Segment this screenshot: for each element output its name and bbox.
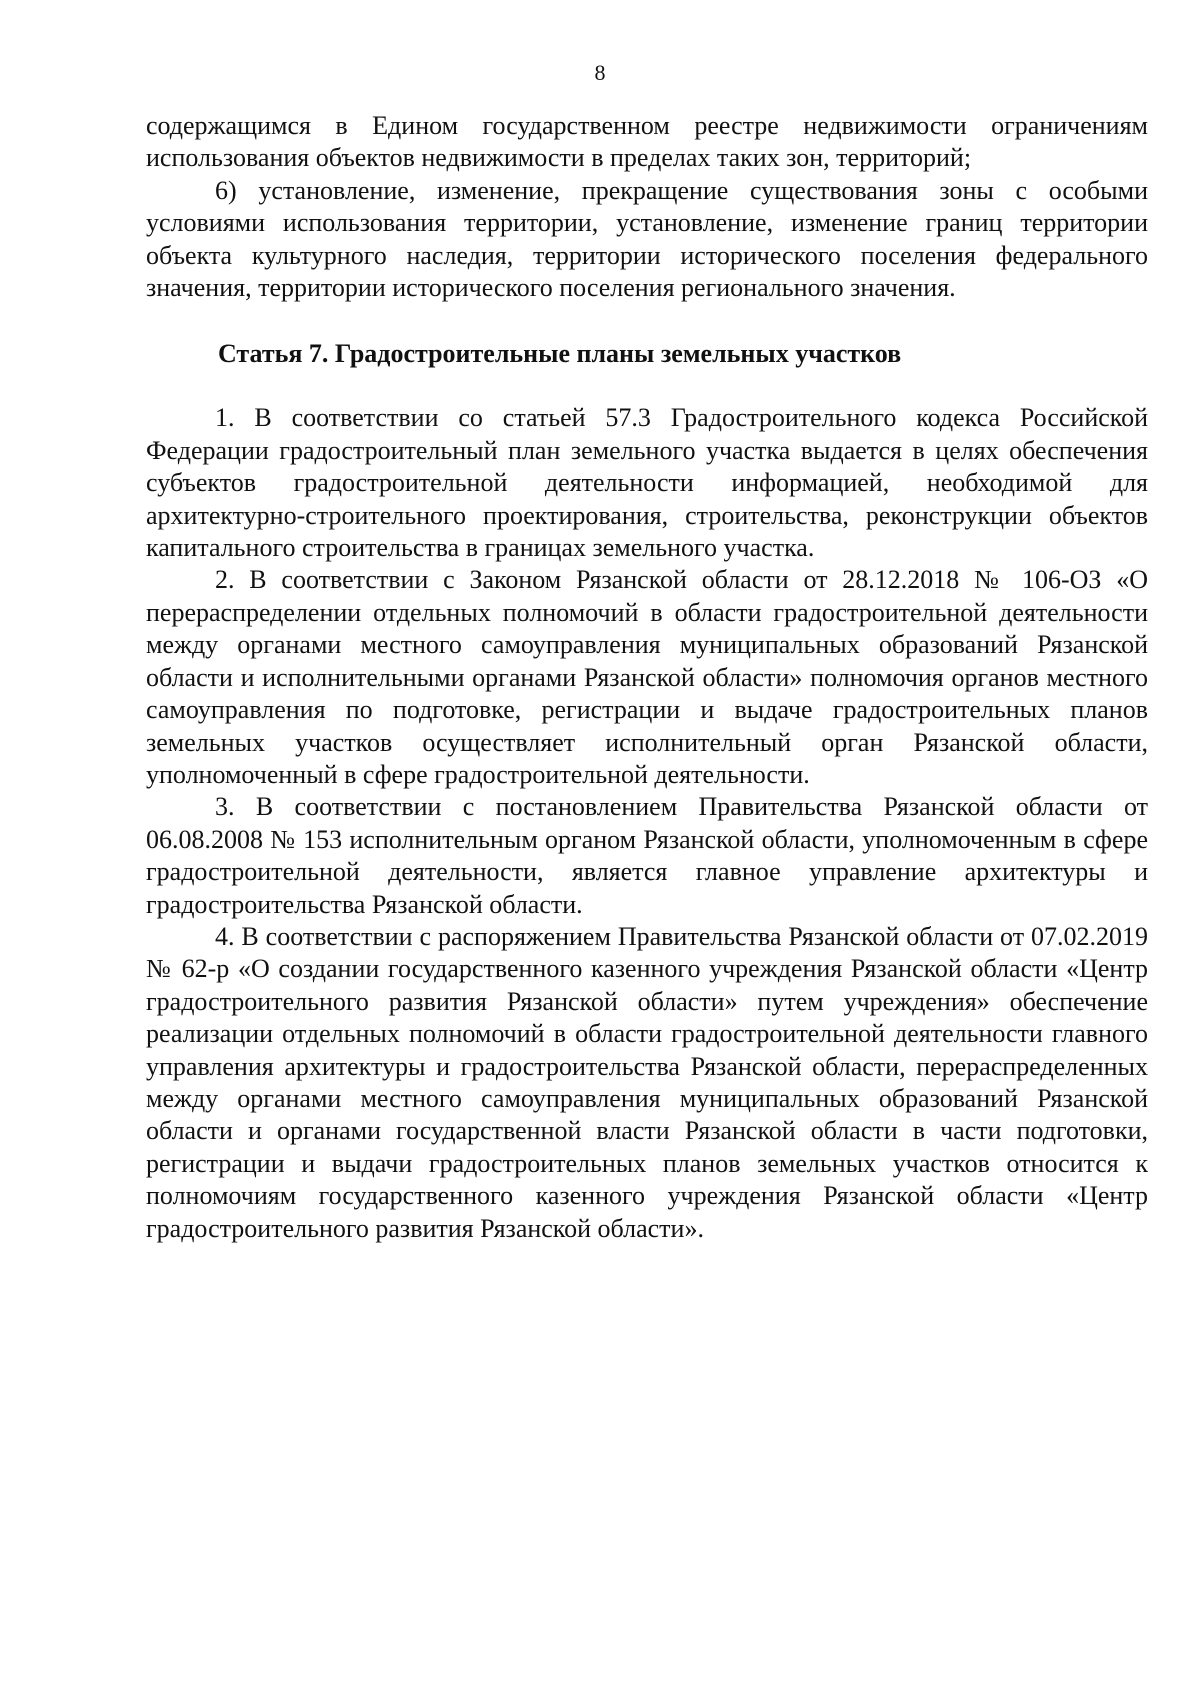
paragraph-continuation: содержащимся в Едином государственном реестре недвижимости ограничениям использования объектов недвижимости в пределах таких зон, территорий; (146, 111, 1148, 173)
article-heading: Статья 7. Градостроительные планы земельных участков (218, 339, 902, 369)
paragraph-clause-3: 3. В соответствии с постановлением Правительства Рязанской области от 06.08.2008 № 153 исполнительным органом Рязанской области, уполномоченным в сфере градостроительной деятельности, является главное управление архитектуры и градостроительства Рязанской области. (146, 792, 1148, 919)
paragraph-item-6: 6) установление, изменение, прекращение существования зоны с особыми условиями использования территории, установление, изменение границ территории объекта культурного наследия, территории исторического поселения федерального значения, территории исторического поселения регионального значения. (146, 175, 1148, 303)
paragraph-clause-4: 4. В соответствии с распоряжением Правительства Рязанской области от 07.02.2019 № 62-р «О создании государственного казенного учреждения Рязанской области «Центр градостроительного развития Рязанской области» путем учреждения» обеспечение реализации отдельных полномочий в области градостроительной деятельности главного управления архитектуры и градостроительства Рязанской области, перераспределенных между органами местного самоуправления муниципальных образований Рязанской области и органами государственной власти Рязанской области в части подготовки, регистрации и выдачи градостроительных планов земельных участков относится к полномочиям государственного казенного учреждения Рязанской области «Центр градостроительного развития Рязанской области». (146, 921, 1148, 1243)
page-number: 8 (594, 60, 606, 85)
paragraph-clause-1: 1. В соответствии со статьей 57.3 Градостроительного кодекса Российской Федерации градостроительный план земельного участка выдается в целях обеспечения субъектов градостроительной деятельности информацией, необходимой для архитектурно-строительного проектирования, строительства, реконструкции объектов капитального строительства в границах земельного участка. (146, 403, 1148, 563)
paragraph-clause-2: 2. В соответствии с Законом Рязанской области от 28.12.2018 № 106-ОЗ «О перераспределении отдельных полномочий в области градостроительной деятельности между органами местного самоуправления муниципальных образований Рязанской области и исполнительными органами Рязанской области» полномочия органов местного самоуправления по подготовке, регистрации и выдаче градостроительных планов земельных участков осуществляет исполнительный орган Рязанской области, уполномоченный в сфере градостроительной деятельности. (146, 565, 1148, 789)
document-body (146, 110, 1148, 1245)
